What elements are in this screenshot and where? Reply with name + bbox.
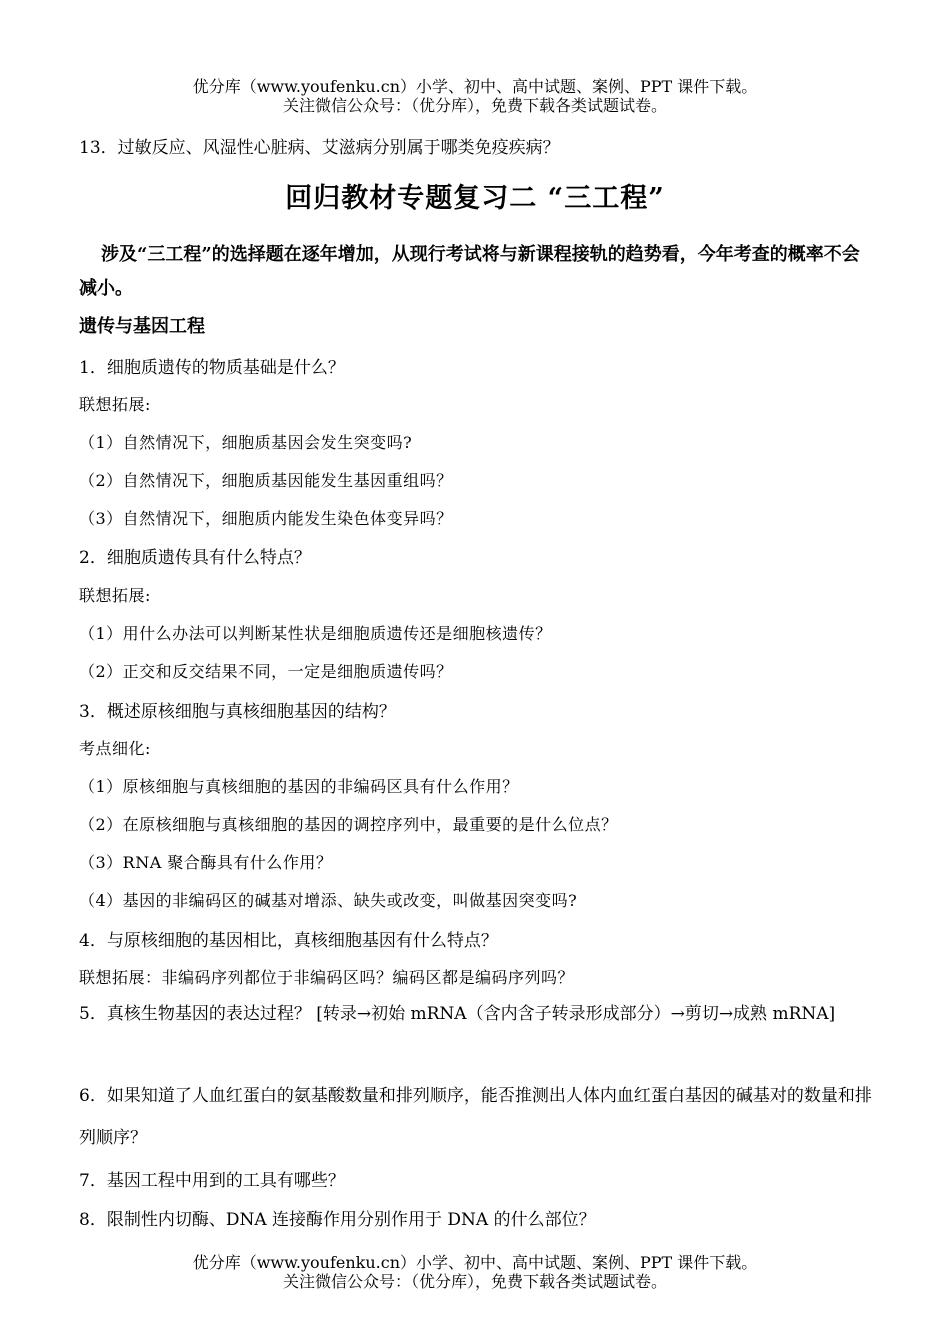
footer-line-1: 优分库（www.youfenku.cn）小学、初中、高中试题、案例、PPT 课件下载。 — [192, 1253, 758, 1272]
question-3: 3．概述原核细胞与真核细胞基因的结构？ — [79, 702, 396, 722]
header-line-1: 优分库（www.youfenku.cn）小学、初中、高中试题、案例、PPT 课件下载。 — [192, 77, 758, 96]
sub-question: （1）自然情况下，细胞质基因会发生突变吗? — [79, 433, 413, 452]
sub-question: （1）用什么办法可以判断某性状是细胞质遗传还是细胞核遗传？ — [79, 624, 552, 643]
question-6: 6．如果知道了人血红蛋白的氨基酸数量和排列顺序，能否推测出人体内血红蛋白基因的碱基对的数量和排列顺序？ — [79, 1086, 872, 1148]
question-8: 8．限制性内切酶、DNA 连接酶作用分别作用于 DNA 的什么部位？ — [79, 1210, 596, 1230]
question-4: 4．与原核细胞的基因相比，真核细胞基因有什么特点？ — [79, 931, 498, 951]
extension-line: 联想拓展：非编码序列都位于非编码区吗？编码区都是编码序列吗？ — [79, 968, 575, 987]
sub-question: （1）原核细胞与真核细胞的基因的非编码区具有什么作用？ — [79, 777, 519, 796]
sub-question: （2）在原核细胞与真核细胞的基因的调控序列中，最重要的是什么位点？ — [79, 815, 618, 834]
page-header — [0, 77, 950, 115]
question-7: 7．基因工程中用到的工具有哪些？ — [79, 1171, 345, 1191]
extension-label: 联想拓展: — [79, 395, 151, 414]
page-title: 回归教材专题复习二 “三工程” — [285, 183, 665, 214]
question-13: 13．过敏反应、风湿性心脏病、艾滋病分别属于哪类免疫疾病？ — [79, 138, 560, 158]
section-heading: 遗传与基因工程 — [79, 316, 205, 337]
intro-paragraph: 涉及“三工程”的选择题在逐年增加，从现行考试将与新课程接轨的趋势看，今年考查的概率不会减小。 — [79, 244, 860, 299]
sub-question: （2）正交和反交结果不同，一定是细胞质遗传吗？ — [79, 662, 453, 681]
sub-question: （3）自然情况下，细胞质内能发生染色体变异吗？ — [79, 509, 453, 528]
question-1: 1．细胞质遗传的物质基础是什么？ — [79, 358, 345, 378]
sub-question: （2）自然情况下，细胞质基因能发生基因重组吗？ — [79, 471, 453, 490]
extension-label: 联想拓展: — [79, 586, 151, 605]
page-footer — [0, 1253, 950, 1291]
header-line-2: 关注微信公众号：（优分库），免费下载各类试题试卷。 — [282, 96, 667, 115]
footer-line-2: 关注微信公众号：（优分库），免费下载各类试题试卷。 — [282, 1272, 667, 1291]
sub-question: （3）RNA 聚合酶具有什么作用？ — [79, 853, 333, 872]
question-5: 5．真核生物基因的表达过程？ [转录→初始 mRNA（含内含子转录形成部分）→剪切→成熟 mRNA] — [79, 1004, 836, 1024]
detail-label: 考点细化: — [79, 739, 151, 758]
question-2: 2．细胞质遗传具有什么特点？ — [79, 548, 311, 568]
sub-question: （4）基因的非编码区的碱基对增添、缺失或改变，叫做基因突变吗? — [79, 891, 578, 910]
